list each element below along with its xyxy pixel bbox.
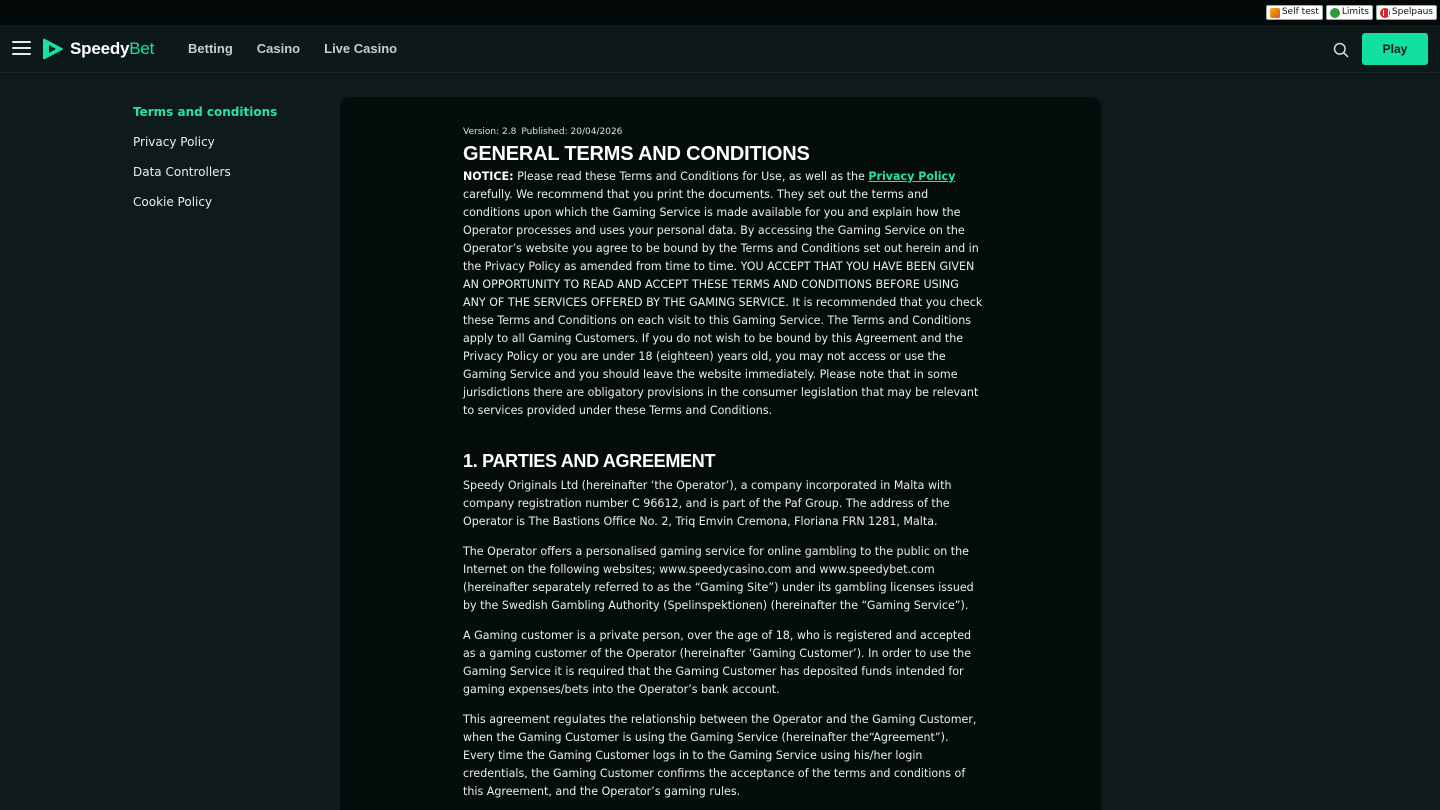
- main-nav: [188, 40, 421, 58]
- limits-button[interactable]: [1326, 5, 1373, 20]
- self-test-icon: [1270, 8, 1280, 18]
- nav-betting[interactable]: Betting: [188, 41, 233, 56]
- limits-icon: [1330, 8, 1340, 18]
- spelpaus-button[interactable]: [1376, 5, 1437, 20]
- self-test-label: Self test: [1281, 7, 1319, 17]
- document-meta: [463, 126, 983, 138]
- notice-paragraph: [463, 168, 983, 420]
- notice-text-start: Please read these Terms and Conditions for Use, as well as the: [513, 170, 869, 183]
- limits-label: Limits: [1341, 7, 1369, 17]
- notice-text-rest: carefully. We recommend that you print the documents. They set out the terms and conditions upon which the Gaming Service is made available for you and explain how the Operator processes and uses your personal data. By accessing the Gaming Service on the Operator’s website you agree to be bound by the Terms and Conditions set out herein and in the Privacy Policy as amended from time to time. YOU ACCEPT THAT YOU HAVE BEEN GIVEN AN OPPORTUNITY TO READ AND ACCEPT THESE TERMS AND CONDITIONS BEFORE USING ANY OF THE SERVICES OFFERED BY THE GAMING SERVICE. It is recommended that you check these Terms and Conditions on each visit to this Gaming Service. The Terms and Conditions apply to all Gaming Customers. If you do not wish to be bound by this Agreement and the Privacy Policy or you are under 18 (eighteen) years old, you may not access or use the Gaming Service and you should leave the website immediately. Please note that in some jurisdictions there are obligatory provisions in the consumer legislation that may be relevant to services provided under these Terms and Conditions.: [463, 188, 983, 417]
- document-version: Version: 2.8: [463, 127, 517, 137]
- compliance-bar: [0, 0, 1440, 25]
- privacy-policy-link[interactable]: Privacy Policy: [868, 170, 956, 183]
- section-1-paragraph: This agreement regulates the relationship between the Operator and the Gaming Customer, when the Gaming Customer is using the Gaming Service (hereinafter the“Agreement”). Every time the Gaming Customer logs in to the Gaming Service using his/her login credentials, the Gaming Customer confirms the acceptance of the terms and conditions of this Agreement, and the Operator’s gaming rules.: [463, 713, 977, 798]
- sidebar-item-privacy-policy[interactable]: Privacy Policy: [133, 135, 215, 149]
- policy-sidebar: [133, 104, 323, 224]
- sidebar-item-data-controllers[interactable]: Data Controllers: [133, 165, 231, 179]
- pause-icon: [1380, 8, 1390, 18]
- search-icon[interactable]: [1333, 42, 1349, 58]
- logo[interactable]: [41, 37, 154, 61]
- section-1-heading: 1. PARTIES AND AGREEMENT: [463, 451, 716, 471]
- document-published: Published: 20/04/2026: [521, 127, 623, 137]
- page-title: GENERAL TERMS AND CONDITIONS: [463, 143, 810, 165]
- site-header: [0, 25, 1440, 73]
- nav-live-casino[interactable]: Live Casino: [324, 41, 398, 56]
- logo-text: SpeedyBet: [70, 39, 155, 58]
- section-1-paragraph: The Operator offers a personalised gaming service for online gambling to the public on the Internet on the following websites; www.speedycasino.com and www.speedybet.com (hereinafter separately referred to as the “Gaming Site”) under its gambling licenses issued by the Swedish Gambling Authority (Spelinspektionen) (hereinafter the “Gaming Service”).: [463, 545, 974, 612]
- play-button[interactable]: Play: [1362, 33, 1428, 65]
- menu-icon[interactable]: [12, 41, 31, 56]
- compliance-badges: [1266, 5, 1437, 20]
- sidebar-item-terms[interactable]: Terms and conditions: [133, 105, 278, 119]
- spelpaus-label: Spelpaus: [1391, 7, 1433, 17]
- notice-label: NOTICE:: [463, 170, 514, 183]
- terms-document: [463, 126, 983, 810]
- nav-casino[interactable]: Casino: [256, 41, 301, 56]
- section-1-paragraph: A Gaming customer is a private person, over the age of 18, who is registered and accepted as a gaming customer of the Operator (hereinafter ‘Gaming Customer’). In order to use the Gaming Service it is required that the Gaming Customer has deposited funds intended for gaming expenses/bets into the Operator’s bank account.: [463, 629, 972, 696]
- self-test-button[interactable]: [1266, 5, 1323, 20]
- play-logo-icon: [41, 37, 66, 61]
- sidebar-item-cookie-policy[interactable]: Cookie Policy: [133, 195, 213, 209]
- section-1-paragraph: Speedy Originals Ltd (hereinafter ‘the Operator’), a company incorporated in Malta with company registration number C 96612, and is part of the Paf Group. The address of the Operator is The Bastions Office No. 2, Triq Emvin Cremona, Floriana FRN 1281, Malta.: [463, 479, 952, 528]
